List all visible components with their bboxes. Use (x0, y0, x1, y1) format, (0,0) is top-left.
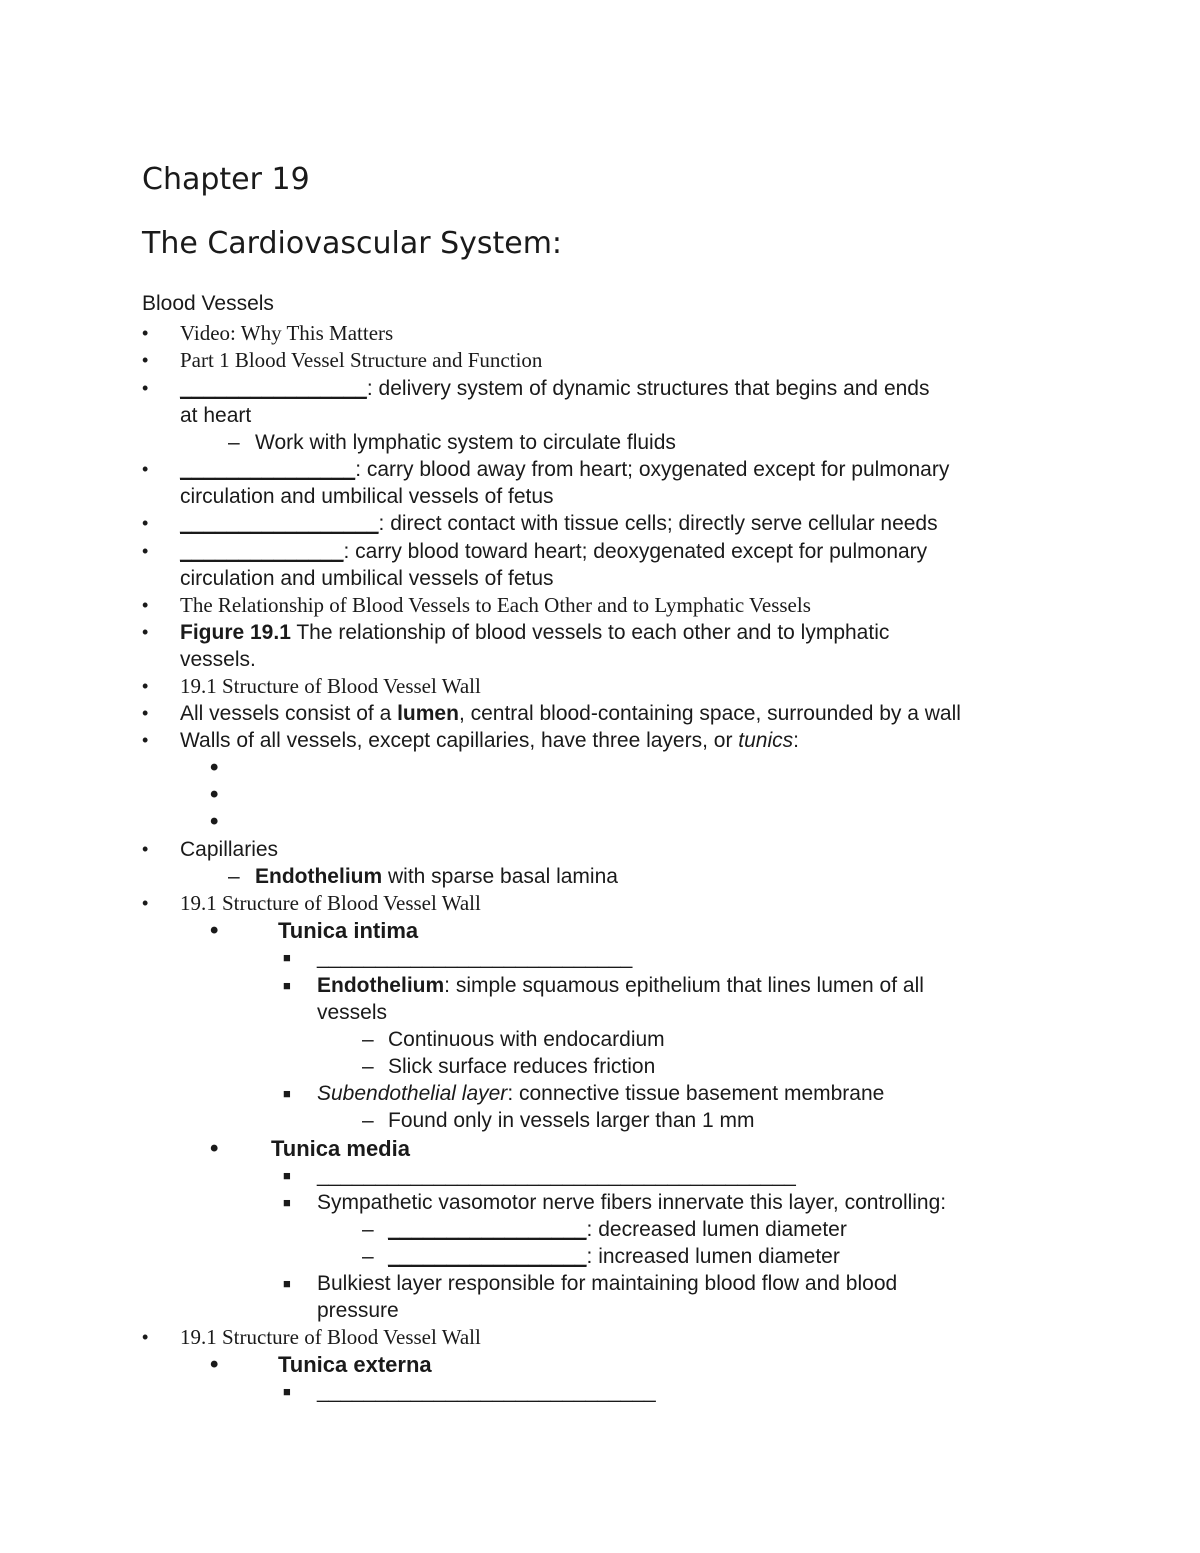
bold-term: Tunica externa (278, 1352, 432, 1377)
item-text: : carry blood toward heart; deoxygenated except for pulmonary (343, 540, 928, 563)
figure-label: Figure 19.1 (180, 621, 291, 644)
square-marker: ■ (283, 1195, 291, 1210)
bold-term: lumen (397, 702, 459, 725)
bold-term: Tunica intima (278, 918, 419, 943)
item-text: : simple squamous epithelium that lines lumen of all (444, 974, 924, 997)
list-item-vascular (180, 375, 929, 402)
bullet-marker: • (142, 378, 149, 398)
bullet-marker: • (142, 893, 149, 913)
list-item-continuation: vessels (317, 1001, 388, 1024)
list-item-capillaries (180, 510, 938, 537)
item-text: Walls of all vessels, except capillaries, have three layers, or (180, 729, 739, 752)
list-item-capillaries-heading: Capillaries (180, 838, 279, 861)
bullet-marker: • (142, 513, 149, 533)
list-item-lumen (180, 700, 961, 727)
dash-marker: – (362, 1028, 374, 1051)
fill-in-blank: ___________________________ (317, 946, 633, 969)
list-item-video: Video: Why This Matters (180, 321, 394, 345)
bold-term: Endothelium (255, 865, 383, 888)
sub-item-continuous: Continuous with endocardium (388, 1028, 665, 1051)
dash-marker: – (228, 431, 240, 454)
section-heading: Blood Vessels (142, 292, 274, 315)
item-text: : (793, 729, 799, 752)
square-marker: ■ (283, 1384, 291, 1399)
empty-bullet: • (210, 754, 219, 781)
square-marker: ■ (283, 950, 291, 965)
square-marker: ■ (283, 1276, 291, 1291)
dash-marker: – (362, 1245, 374, 1268)
item-text: , central blood-containing space, surrounded by a wall (458, 702, 961, 725)
sub-heading-intima (278, 917, 418, 944)
item-text: The relationship of blood vessels to each other and to lymphatic (290, 621, 890, 644)
sub-heading-media (271, 1135, 410, 1162)
list-item-continuation: vessels. (180, 648, 256, 671)
list-item-continuation: pressure (317, 1299, 399, 1322)
list-item-continuation: circulation and umbilical vessels of fetus (180, 485, 554, 508)
fill-in-blank: _________________ (180, 512, 379, 535)
list-item-relationship: The Relationship of Blood Vessels to Each Other and to Lymphatic Vessels (180, 593, 811, 617)
bullet-marker: • (142, 595, 149, 615)
bullet-marker: • (142, 622, 149, 642)
fill-in-blank: _________________ (388, 1218, 587, 1241)
fill-in-blank: _______________ (180, 458, 356, 481)
sub-item-subendothelial (317, 1080, 884, 1107)
dash-marker: – (362, 1055, 374, 1078)
sub-item-slick: Slick surface reduces friction (388, 1055, 656, 1078)
bullet-marker: • (210, 917, 219, 944)
fill-in-blank: ______________ (180, 540, 344, 563)
fill-in-blank: _________________ (388, 1245, 587, 1268)
bullet-marker: • (210, 1135, 219, 1162)
list-item-veins (180, 538, 927, 565)
list-item-structure: 19.1 Structure of Blood Vessel Wall (180, 1325, 481, 1349)
sub-item-sympathetic: Sympathetic vasomotor nerve fibers innervate this layer, controlling: (317, 1191, 947, 1214)
sub-item-endothelium (255, 863, 618, 890)
bullet-marker: • (142, 1327, 149, 1347)
item-text: : direct contact with tissue cells; directly serve cellular needs (378, 512, 938, 535)
empty-bullet: • (210, 781, 219, 808)
list-item-structure: 19.1 Structure of Blood Vessel Wall (180, 674, 481, 698)
item-text: All vessels consist of a (180, 702, 398, 725)
sub-item-vasoconstriction (388, 1216, 847, 1243)
bullet-marker: • (142, 730, 149, 750)
square-marker: ■ (283, 1168, 291, 1183)
sub-item-found: Found only in vessels larger than 1 mm (388, 1109, 755, 1132)
bold-term: Tunica media (271, 1136, 410, 1161)
empty-bullet: • (210, 808, 219, 835)
fill-in-blank: _____________________________ (317, 1380, 656, 1403)
dash-marker: – (362, 1218, 374, 1241)
item-text: : decreased lumen diameter (586, 1218, 847, 1241)
bullet-marker: • (142, 541, 149, 561)
bullet-marker: • (142, 676, 149, 696)
list-item-continuation: at heart (180, 404, 252, 427)
item-text: : increased lumen diameter (586, 1245, 840, 1268)
italic-term: Subendothelial layer (317, 1082, 508, 1105)
sub-item-bulkiest: Bulkiest layer responsible for maintaining blood flow and blood (317, 1272, 898, 1295)
bullet-marker: • (142, 459, 149, 479)
fill-in-blank: _________________________________________ (317, 1164, 796, 1187)
bold-term: Endothelium (317, 974, 445, 997)
bullet-marker: • (142, 350, 149, 370)
bullet-marker: • (142, 839, 149, 859)
list-item-continuation: circulation and umbilical vessels of fetus (180, 567, 554, 590)
square-marker: ■ (283, 1086, 291, 1101)
square-marker: ■ (283, 978, 291, 993)
fill-in-blank: ________________ (180, 377, 367, 400)
list-item-arteries (180, 456, 949, 483)
sub-item-endothelium-def (317, 972, 924, 999)
sub-item-vasodilation (388, 1243, 840, 1270)
bullet-marker: • (210, 1351, 219, 1378)
item-text: : carry blood away from heart; oxygenated except for pulmonary (355, 458, 950, 481)
list-item-figure (180, 619, 889, 646)
list-item-walls (180, 727, 799, 754)
dash-marker: – (362, 1109, 374, 1132)
bullet-marker: • (142, 323, 149, 343)
chapter-title: The Cardiovascular System: (142, 226, 563, 261)
item-text: : connective tissue basement membrane (507, 1082, 885, 1105)
item-text: with sparse basal lamina (382, 865, 618, 888)
dash-marker: – (228, 865, 240, 888)
sub-item-lymph: Work with lymphatic system to circulate fluids (255, 431, 676, 454)
list-item-structure: 19.1 Structure of Blood Vessel Wall (180, 891, 481, 915)
italic-term: tunics (738, 729, 794, 752)
item-text: : delivery system of dynamic structures that begins and ends (366, 377, 930, 400)
bullet-marker: • (142, 703, 149, 723)
sub-heading-externa (278, 1351, 432, 1378)
list-item-part1: Part 1 Blood Vessel Structure and Function (180, 348, 543, 372)
chapter-heading: Chapter 19 (142, 162, 310, 197)
